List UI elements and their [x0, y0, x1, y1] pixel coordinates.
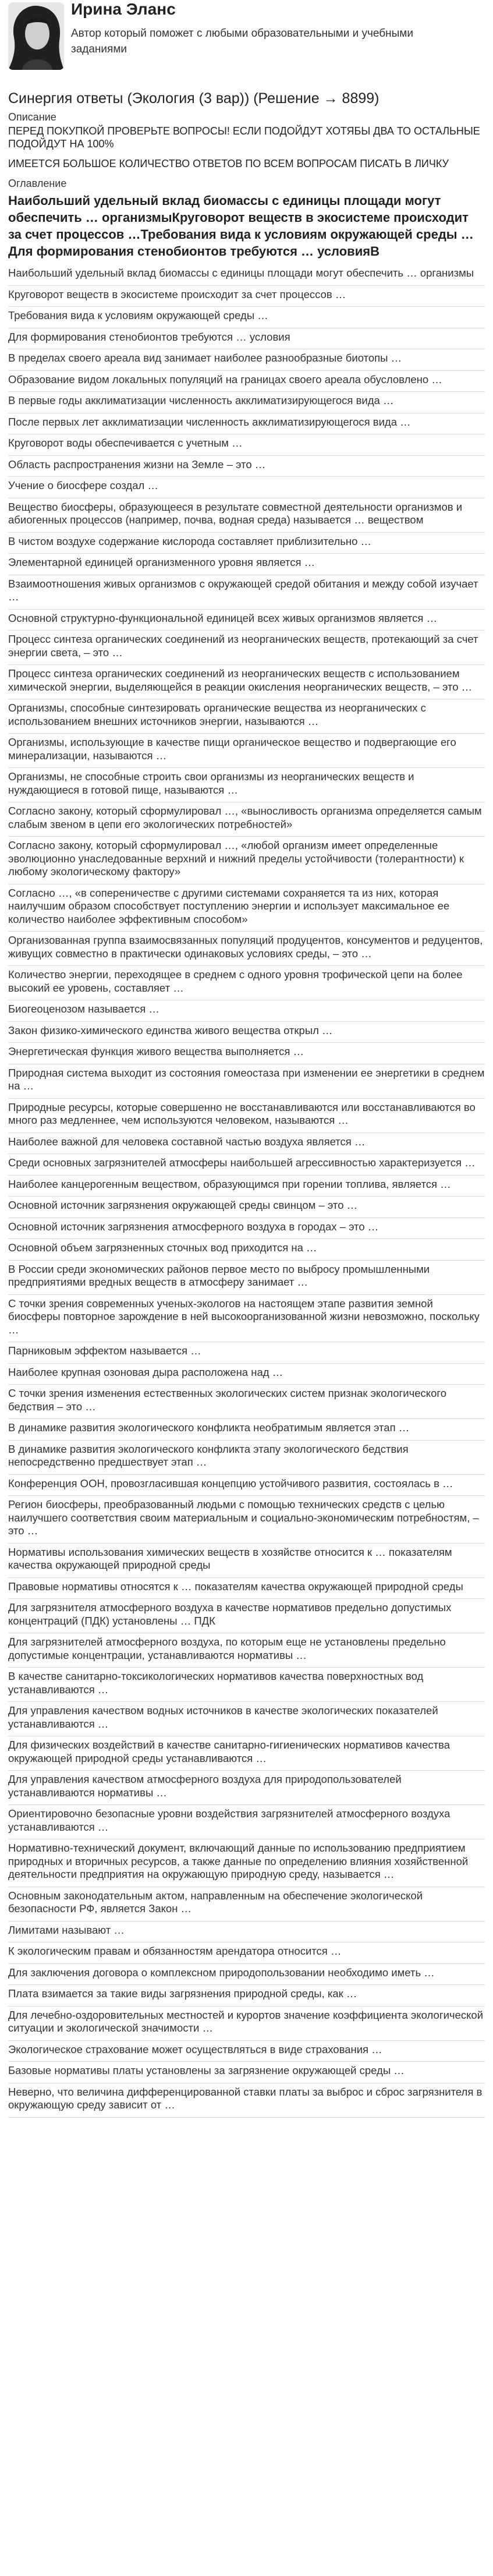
- toc-label: Оглавление: [8, 178, 67, 189]
- question-link[interactable]: Наиболее канцерогенным веществом, образующимся при горении топлива, является …: [8, 1177, 451, 1190]
- description-block: [8, 125, 485, 170]
- question-item: [8, 1043, 485, 1064]
- question-item: [8, 1633, 485, 1668]
- question-link[interactable]: Основной структурно-функциональной единицей всех живых организмов является …: [8, 611, 438, 624]
- question-item: [8, 286, 485, 307]
- question-item: [8, 533, 485, 554]
- question-link[interactable]: Основной источник загрязнения окружающей среды свинцом – это …: [8, 1199, 358, 1211]
- page-title: Синергия ответы (Экология (3 вар)) (Решение → 8899): [8, 90, 379, 107]
- question-link[interactable]: В чистом воздухе содержание кислорода составляет приблизительно …: [8, 535, 372, 547]
- question-link[interactable]: С точки зрения изменения естественных экологических систем признак экологического бедствия – это …: [8, 1387, 446, 1413]
- description-paragraph: ПЕРЕД ПОКУПКОЙ ПРОВЕРЬТЕ ВОПРОСЫ! ЕСЛИ ПОДОЙДУТ ХОТЯБЫ ДВА ТО ОСТАЛЬНЫЕ ПОДОЙДУТ НА 100%: [8, 125, 480, 150]
- question-item: [8, 1599, 485, 1633]
- question-item: [8, 1805, 485, 1839]
- question-item: [8, 371, 485, 392]
- question-link[interactable]: После первых лет акклиматизации численность акклиматизирующегося вида …: [8, 415, 411, 428]
- question-item: [8, 610, 485, 631]
- question-item: [8, 1475, 485, 1496]
- avatar[interactable]: [8, 2, 64, 70]
- question-link[interactable]: Наибольший удельный вклад биомассы с единицы площади могут обеспечить … организмы: [8, 267, 474, 279]
- question-item: [8, 1099, 485, 1133]
- question-link[interactable]: Процесс синтеза органических соединений из неорганических веществ с использованием химической энергии, выделяющейся в реакции окисления неорганических веществ, – это …: [8, 667, 473, 693]
- question-link[interactable]: В качестве санитарно-токсикологических нормативов качества поверхностных вод устанавливаются …: [8, 1670, 424, 1696]
- question-link[interactable]: Закон физико-химического единства живого вещества открыл …: [8, 1024, 333, 1036]
- question-link[interactable]: С точки зрения современных ученых-экологов на настоящем этапе развития земной биосферы повторное зарождение в ней высокоорганизованной жизни невозможно, поскольку …: [8, 1297, 480, 1336]
- question-item: [8, 768, 485, 802]
- question-item: [8, 1544, 485, 1578]
- question-link[interactable]: В динамике развития экологического конфликта этапу экологического бедствия непосредственно предшествует этап …: [8, 1442, 409, 1468]
- question-link[interactable]: Элементарной единицей организменного уровня является …: [8, 556, 315, 568]
- question-item: [8, 2062, 485, 2083]
- question-item: [8, 1261, 485, 1295]
- question-link[interactable]: Для лечебно-оздоровительных местностей и курортов значение коэффициента экологической ситуации и экологической значимости …: [8, 2008, 484, 2034]
- question-item: [8, 1441, 485, 1475]
- question-link[interactable]: Нормативы использования химических веществ в хозяйстве относится к … показателям качества окружающей природной среды: [8, 1545, 452, 1571]
- question-item: [8, 802, 485, 837]
- question-link[interactable]: В динамике развития экологического конфликта необратимым является этап …: [8, 1421, 410, 1434]
- question-item: [8, 1668, 485, 1702]
- question-link[interactable]: К экологическим правам и обязанностям арендатора относится …: [8, 1945, 342, 1957]
- question-item: [8, 264, 485, 286]
- question-link[interactable]: В пределах своего ареала вид занимает наиболее разнообразные биотопы …: [8, 352, 402, 364]
- question-link[interactable]: Биогеоценозом называется …: [8, 1003, 159, 1015]
- question-link[interactable]: Парниковым эффектом называется …: [8, 1344, 201, 1357]
- question-link[interactable]: Процесс синтеза органических соединений из неорганических веществ, протекающий за счет энергии света, – это …: [8, 633, 478, 659]
- question-item: [8, 2083, 485, 2118]
- question-link[interactable]: Регион биосферы, преобразованный людьми с помощью технических средств с целью наилучшего соответствия своим материальным и социально-экономическим потребностям, – это …: [8, 1498, 479, 1537]
- question-link[interactable]: Для загрязнителей атмосферного воздуха, по которым еще не установлены предельно допустимые концентрации, устанавливаются нормативы …: [8, 1636, 446, 1661]
- toc-title: Наибольший удельный вклад биомассы с единицы площади могут обеспечить … организмыКруговорот веществ в экосистеме происходит за счет процессов …Требования вида к условиям окружающей среды …Для формирования стенобионтов требуются … условияВ: [8, 193, 474, 259]
- question-link[interactable]: Природные ресурсы, которые совершенно не восстанавливаются или восстанавливаются во много раз медленнее, чем используются человеком, называются …: [8, 1101, 476, 1126]
- question-item: [8, 1985, 485, 2007]
- question-link[interactable]: Согласно …, «в сопереничестве с другими системами сохраняется та из них, которая наилучшим образом способствует поступлению энергии и использует максимальное ее количество наиболее эффективным способом»: [8, 886, 450, 925]
- question-link[interactable]: Образование видом локальных популяций на границах своего ареала обусловлено …: [8, 373, 442, 385]
- question-link[interactable]: Экологическое страхование может осуществляться в виде страхования …: [8, 2043, 382, 2055]
- author-header: [0, 0, 493, 79]
- question-link[interactable]: В России среди экономических районов первое место по выбросу промышленными предприятиями вредных веществ в атмосферу занимает …: [8, 1262, 430, 1288]
- question-item: [8, 1496, 485, 1544]
- question-link[interactable]: Согласно закону, который сформулировал …, «любой организм имеет определенные эволюционно унаследованные верхний и нижний пределы устойчивости (толерантности) к любому экологическому фактору»: [8, 839, 464, 877]
- question-item: [8, 1771, 485, 1805]
- question-link[interactable]: Для заключения договора о комплексном природопользовании необходимо иметь …: [8, 1966, 435, 1979]
- author-description: Автор который поможет с любыми образовательными и учебными заданиями: [71, 27, 413, 55]
- question-link[interactable]: Учение о биосфере создал …: [8, 479, 158, 491]
- question-link[interactable]: Взаимоотношения живых организмов с окружающей средой обитания и между собой изучает …: [8, 577, 478, 603]
- question-item: [8, 1385, 485, 1419]
- question-item: [8, 575, 485, 610]
- question-item: [8, 392, 485, 413]
- question-item: [8, 1964, 485, 1986]
- question-link[interactable]: Энергетическая функция живого вещества выполняется …: [8, 1045, 304, 1057]
- question-link[interactable]: Нормативно-технический документ, включающий данные по использованию предприятием природных и вторичных ресурсов, а также данные по определению влияния хозяйственной деятельности предприятия на окружающую природную среду, называется …: [8, 1842, 469, 1880]
- question-item: [8, 307, 485, 328]
- question-link[interactable]: Согласно закону, который сформулировал …, «выносливость организма определяется самым слабым звеном в цепи его экологических потребностей»: [8, 805, 482, 830]
- question-item: [8, 966, 485, 1000]
- question-item: [8, 1364, 485, 1385]
- question-item: [8, 1342, 485, 1364]
- question-item: [8, 1702, 485, 1736]
- author-name[interactable]: Ирина Эланс: [71, 0, 176, 18]
- question-item: [8, 2007, 485, 2041]
- question-link[interactable]: Количество энергии, переходящее в среднем с одного уровня трофической цепи на более высокий ее уровень, составляет …: [8, 968, 463, 994]
- question-link[interactable]: Наиболее важной для человека составной частью воздуха является …: [8, 1135, 366, 1148]
- question-item: [8, 2041, 485, 2062]
- question-item: [8, 477, 485, 498]
- question-link[interactable]: Требования вида к условиям окружающей среды …: [8, 309, 268, 321]
- question-item: [8, 1922, 485, 1943]
- question-link[interactable]: Организмы, использующие в качестве пищи органическое вещество и подвергающие его минерализации, называются …: [8, 736, 456, 762]
- question-item: [8, 1942, 485, 1964]
- question-link[interactable]: Основной объем загрязненных сточных вод приходится на …: [8, 1241, 317, 1254]
- question-link[interactable]: Лимитами называют …: [8, 1923, 125, 1936]
- question-link[interactable]: Организмы, не способные строить свои организмы из неорганических веществ и нуждающиеся в готовой пище, называются …: [8, 770, 414, 796]
- question-item: [8, 699, 485, 734]
- question-item: [8, 1064, 485, 1099]
- question-item: [8, 1218, 485, 1240]
- question-link[interactable]: Природная система выходит из состояния гомеостаза при изменении ее энергетики в среднем на …: [8, 1066, 485, 1092]
- question-link[interactable]: Организованная группа взаимосвязанных популяций продуцентов, консументов и редуцентов, живущих совместно в практически одинаковых условиях среды, – это …: [8, 934, 483, 960]
- question-link[interactable]: Плата взимается за такие виды загрязнения природной среды, как …: [8, 1987, 357, 2000]
- question-item: [8, 1154, 485, 1176]
- avatar-image: [8, 2, 64, 70]
- description-paragraph: ИМЕЕТСЯ БОЛЬШОЕ КОЛИЧЕСТВО ОТВЕТОВ ПО ВСЕМ ВОПРОСАМ ПИСАТЬ В ЛИЧКУ: [8, 158, 449, 169]
- question-link[interactable]: Неверно, что величина дифференцированной ставки платы за выброс и сброс загрязнителя в окружающую среду зависит от …: [8, 2085, 483, 2111]
- question-item: [8, 328, 485, 350]
- question-list: [8, 264, 485, 2118]
- question-link[interactable]: Для управления качеством атмосферного воздуха для природопользователей устанавливаются нормативы …: [8, 1773, 402, 1799]
- question-link[interactable]: Для управления качеством водных источников в качестве экологических показателей устанавливаются …: [8, 1704, 438, 1730]
- question-item: [8, 1022, 485, 1043]
- question-link[interactable]: Правовые нормативы относятся к … показателям качества окружающей природной среды: [8, 1580, 463, 1593]
- question-link[interactable]: Основной источник загрязнения атмосферного воздуха в городах – это …: [8, 1220, 379, 1233]
- question-item: [8, 498, 485, 533]
- question-item: [8, 1239, 485, 1261]
- question-link[interactable]: Круговорот воды обеспечивается с учетным …: [8, 437, 243, 449]
- question-item: [8, 413, 485, 435]
- question-link[interactable]: Организмы, способные синтезировать органические вещества из неорганических с использованием внешних источников энергии, называются …: [8, 702, 426, 727]
- question-item: [8, 1887, 485, 1922]
- question-link[interactable]: Конференция ООН, провозгласившая концепцию устойчивого развития, состоялась в …: [8, 1477, 453, 1489]
- question-item: [8, 1295, 485, 1343]
- description-label: Описание: [8, 111, 56, 123]
- question-item: [8, 1419, 485, 1441]
- question-item: [8, 434, 485, 456]
- question-item: [8, 1000, 485, 1022]
- question-item: [8, 1578, 485, 1600]
- question-item: [8, 1736, 485, 1771]
- question-link[interactable]: Для загрязнителя атмосферного воздуха в качестве нормативов предельно допустимых концентраций (ПДК) установлены … ПДК: [8, 1601, 452, 1627]
- question-item: [8, 554, 485, 575]
- question-item: [8, 1133, 485, 1155]
- question-item: [8, 932, 485, 966]
- question-item: [8, 1176, 485, 1197]
- question-link[interactable]: Для физических воздействий в качестве санитарно-гигиенических нормативов качества окружающей природной среды устанавливаются …: [8, 1739, 451, 1764]
- question-item: [8, 1839, 485, 1887]
- question-item: [8, 349, 485, 371]
- question-link[interactable]: Наиболее крупная озоновая дыра расположена над …: [8, 1365, 283, 1378]
- question-link[interactable]: Для формирования стенобионтов требуются … условия: [8, 330, 290, 343]
- question-link[interactable]: Основным законодательным актом, направленным на обеспечение экологической безопасности РФ, является Закон …: [8, 1889, 423, 1915]
- question-item: [8, 665, 485, 699]
- question-item: [8, 1197, 485, 1218]
- question-link[interactable]: Вещество биосферы, образующееся в результате совместной деятельности организмов и абиогенных процессов (например, почва, водная среда) называется … веществом: [8, 500, 463, 526]
- question-item: [8, 456, 485, 477]
- question-link[interactable]: Среди основных загрязнителей атмосферы наибольшей агрессивностью характеризуется …: [8, 1156, 476, 1169]
- question-link[interactable]: Круговорот веществ в экосистеме происходит за счет процессов …: [8, 288, 346, 300]
- question-item: [8, 837, 485, 884]
- question-link[interactable]: Ориентировочно безопасные уровни воздействия загрязнителей атмосферного воздуха устанавливаются …: [8, 1807, 451, 1833]
- question-link[interactable]: Область распространения жизни на Земле – это …: [8, 458, 266, 470]
- question-item: [8, 734, 485, 768]
- question-item: [8, 884, 485, 932]
- question-item: [8, 631, 485, 665]
- question-link[interactable]: Базовые нормативы платы установлены за загрязнение окружающей среды …: [8, 2064, 405, 2076]
- question-link[interactable]: В первые годы акклиматизации численность акклиматизирующегося вида …: [8, 394, 394, 406]
